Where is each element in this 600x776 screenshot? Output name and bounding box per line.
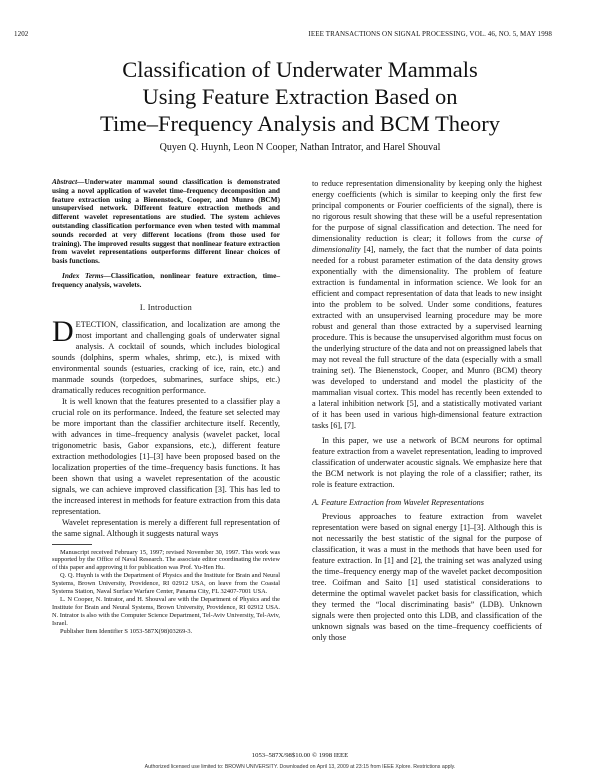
intro-paragraph-1 [52, 314, 280, 396]
right-paragraph-2: In this paper, we use a network of BCM neurons for optimal feature extraction from a wavelet representation, leading to improved classification of underwater acoustic signals. We emphasize here that the BCM network is not playing the role of a classifier; rather, its role is feature extraction. [312, 436, 542, 489]
right-paragraph-1-b: [4], namely, the fact that the number of data points needed for a robust parameter estimation of the data density grows exponentially with the dimensionality. The problem of feature extraction is fundamental in information science. We look for an efficient and compact representation of data that leads to new insight into the problem to be solved. Under some conditions, features extracted with an unsupervised learning procedure may be more robust and general than those extracted by a supervised learning procedure. This is because the unsupervised algorithm must focus on the underlying structure of the data and not on preassigned labels that may not reveal the full structure of the data (especially with a small training set). The Bienenstock, Cooper, and Munro (BCM) theory was developed to understand and model the plasticity of the mammalian visual cortex. This model has recently been extended to a lateral inhibition network [5], and a statistically motivated variant of it has been used in various high-dimensional feature extraction tasks [6], [7]. [312, 245, 542, 430]
abstract [52, 178, 280, 266]
paper-title [40, 56, 560, 137]
author-list: Quyen Q. Huynh, Leon N Cooper, Nathan Intrator, and Harel Shouval [159, 142, 441, 153]
intro-paragraph-1-text: ETECTION, classification, and localization are among the most important and challenging goals of underwater signal analysis. A cocktail of sounds, which includes biological sounds (dolphins, sperm whales, shrimp, etc.), is mixed with environmental sounds (estuaries, cracking of ice, rain, etc.) and manmade sounds (torpedoes, submarines, surface ships, etc.) dramatically reduces recognition performance. [52, 319, 280, 395]
right-paragraph-1-emphasis: curse of dimensionality [312, 234, 542, 254]
left-column [52, 178, 280, 636]
abstract-text: Underwater mammal sound classification is demonstrated using a novel application of wavelet time–frequency decomposition and feature extraction using a Bienenstock, Cooper, and Munro (BCM) unsupervised network. Different feature extraction methods and different wavelet representations are studied. The system achieves outstanding classification performance even when tested with mammal sounds recorded at very different locations (from those used for training). The improved results suggest that nonlinear feature extraction from wavelet representations outperforms different linear choices of basis functions. [52, 177, 280, 266]
abstract-lead: Abstract— [52, 177, 85, 186]
title-line-3: Time–Frequency Analysis and BCM Theory [100, 111, 500, 136]
footnote-publisher-id: Publisher Item Identifier S 1053-587X(98)03269-3. [60, 627, 193, 635]
footnotes [52, 549, 280, 636]
title-line-1: Classification of Underwater Mammals [122, 57, 478, 82]
footnote-coauthor-affiliation: L. N Cooper, N. Intrator, and H. Shouval are with the Department of Physics and the Institute for Brain and Neural Systems, Brown University, Providence, RI 02912 USA. N. Intrator is also with the Computer Science Department, Tel-Aviv University, Tel-Aviv, Israel. [52, 596, 280, 627]
journal-info: IEEE TRANSACTIONS ON SIGNAL PROCESSING, VOL. 46, NO. 5, MAY 1998 [308, 30, 552, 38]
footnote-huynh-affiliation: Q. Q. Huynh is with the Department of Physics and the Institute for Brain and Neural Systems, Brown University, Providence, RI 02912 USA, on leave from the Coastal Systems Station, Naval Surface Warfare Center, Panama City, FL 32407-7001 USA. [52, 572, 280, 596]
copyright-line: 1053–587X/98$10.00 © 1998 IEEE [251, 752, 349, 759]
right-column [312, 178, 542, 643]
index-terms [52, 272, 280, 290]
authorized-use-notice: Authorized licensed use limited to: BROWN UNIVERSITY. Downloaded on April 13, 2009 at 23:15 from IEEE Xplore. Restrictions apply. [144, 764, 456, 770]
drop-cap: D [52, 314, 74, 348]
right-paragraph-1-a: to reduce representation dimensionality by keeping only the highest energy coefficients (which is similar to keeping only the first few principal components or Fourier coefficients of the signal), there is no rigorous result showing that these will be a useful representation for the purpose of signal classification and detection. The need for dimensionality reduction is clear; it follows from the [312, 179, 542, 243]
footnote-rule [52, 544, 92, 545]
subsection-heading-feature-extraction: A. Feature Extraction from Wavelet Representations [312, 498, 484, 507]
index-terms-lead: Index Terms— [62, 270, 111, 280]
intro-paragraph-3: Wavelet representation is merely a different full representation of the same signal. Although it suggests natural ways [52, 517, 280, 538]
right-paragraph-1 [312, 178, 542, 431]
footnote-manuscript: Manuscript received February 15, 1997; revised November 30, 1997. This work was supported by the Office of Naval Research. The associate editor coordinating the review of this paper and approving it for publication was Prof. Yu-Hen Hu. [52, 548, 280, 572]
section-heading-introduction: I. Introduction [139, 302, 193, 312]
title-line-2: Using Feature Extraction Based on [142, 84, 458, 109]
index-terms-text: Classification, nonlinear feature extraction, time–frequency analysis, wavelets. [52, 270, 280, 289]
right-paragraph-3: Previous approaches to feature extraction from wavelet representation were based on signal energy [1]–[3]. Although this is not necessarily the best statistic of the signal for the purpose of classification, it was a must in the methods that have been used for feature extraction. In [1] and [2], the training set was analyzed using the time–frequency energy map of the wavelet packet decomposition tree. Coifman and Saito [1] used statistical considerations to determine the optimal wavelet packet basis for classification, which they termed the “local discriminating basis” (LDB). Unknown signals were then projected onto this LDB, and classification of the unknown signals was based on the time–frequency coefficients of only those [312, 512, 542, 642]
page-number: 1202 [14, 30, 29, 38]
intro-paragraph-2: It is well known that the features presented to a classifier play a crucial role on its performance. Indeed, the feature set selected may be more important than the classifier architecture itself. Recently, with advances in time–frequency analysis (wavelet packet, local trigonometric basis, Gabor expansions, etc.), different feature extraction methodologies [1]–[3] have been proposed based on the localization properties of the time–frequency basis functions. It has been shown that using a wavelet representation of the acoustic signals, we can achieve improved classification [3]. This has led to the increased interest in methods for feature extraction from this data representation. [52, 396, 280, 516]
